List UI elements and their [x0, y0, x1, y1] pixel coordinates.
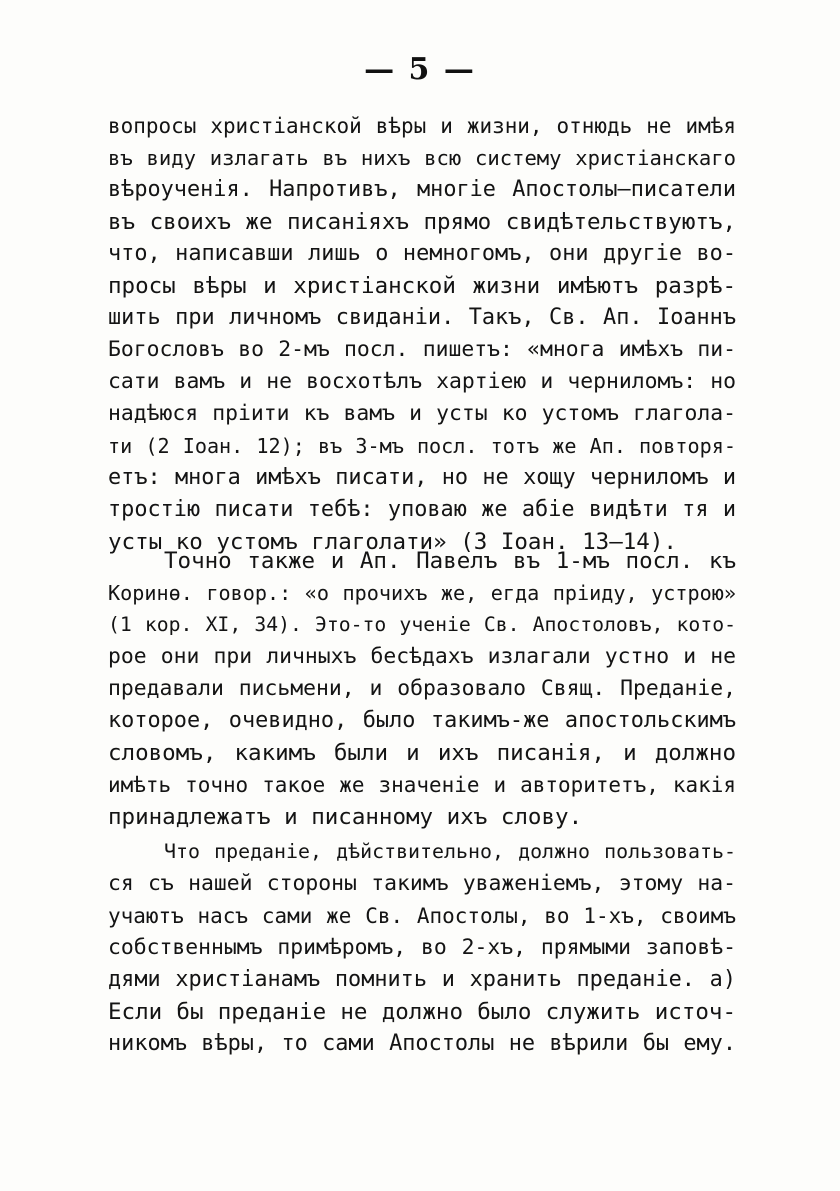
text-line: Коринѳ. говор.: «о прочихъ же, егда пріиду, устрою» [108, 581, 736, 605]
text-line: Что преданіе, дѣйствительно, должно пользовать- [164, 840, 736, 863]
text-line: Богословъ во 2-мъ посл. пишетъ: «многа имѣхъ пи- [108, 337, 736, 362]
paragraph-1 [108, 110, 736, 558]
text-line: шить при личномъ свиданіи. Такъ, Св. Ап. Іоаннъ [108, 305, 736, 330]
text-line: надѣюся пріити къ вамъ и усты ко устомъ глаголa- [108, 401, 736, 426]
text-line: собственнымъ примѣромъ, во 2-хъ, прямыми заповѣ- [108, 935, 736, 960]
text-line: въ виду излагать въ нихъ всю систему христіанскаго [108, 146, 736, 170]
text-line: (1 кор. XI, 34). Это-то ученіе Св. Апостоловъ, кото- [108, 613, 736, 636]
text-line: етъ: многа имѣхъ писати, но не хощу черниломъ и [108, 465, 736, 490]
text-line: имѣть точно такое же значеніе и авторитетъ, какія [108, 773, 736, 797]
text-line: рое они при личныхъ бесѣдахъ излагали устно и не [108, 644, 736, 669]
text-line: предавали письмени, и образовало Свящ. Преданіе, [108, 676, 736, 701]
text-line: просы вѣры и христіанской жизни имѣютъ разрѣ- [108, 273, 736, 299]
text-line: сати вамъ и не восхотѣлъ хартіею и черниломъ: но [108, 369, 736, 394]
text-line: Если бы преданіе не должно было служить источ- [108, 999, 736, 1025]
page-number: — 5 — [364, 52, 476, 87]
text-line: Точно также и Ап. Павелъ въ 1-мъ посл. къ [164, 548, 736, 574]
text-line: дями христіанамъ помнить и хранить преданіе. а) [108, 967, 736, 992]
text-line: вѣроученія. Напротивъ, многіе Апостолы—писатели [108, 177, 736, 202]
text-line: никомъ вѣры, то сами Апостолы не вѣрили бы ему. [108, 1031, 736, 1056]
paragraph-2 [108, 545, 736, 833]
text-line: въ своихъ же писаніяхъ прямо свидѣтельствуютъ, [108, 209, 736, 235]
text-line: что, написавши лишь о немногомъ, они другіе во- [108, 241, 736, 266]
text-line: ся съ нашей стороны такимъ уваженіемъ, этому на- [108, 871, 736, 896]
text-line: вопросы христіанской вѣры и жизни, отнюдь не имѣя [108, 114, 736, 138]
text-line: ти (2 Іоан. 12); въ 3-мъ посл. тотъ же Ап. повторя- [108, 434, 736, 458]
text-line: тростію писати тебѣ: уповаю же абіе видѣти тя и [108, 497, 736, 522]
text-line: словомъ, какимъ были и ихъ писанія, и должно [108, 740, 736, 766]
text-line: усты ко устомъ глаголати» (3 Іоан. 13—14). [108, 529, 677, 555]
text-line: принадлежатъ и писанному ихъ слову. [108, 804, 583, 830]
paragraph-3 [108, 836, 736, 1060]
text-line: которое, очевидно, было такимъ-же апостольскимъ [108, 708, 736, 733]
text-line: учаютъ насъ сами же Св. Апостолы, во 1-хъ, своимъ [108, 904, 736, 928]
